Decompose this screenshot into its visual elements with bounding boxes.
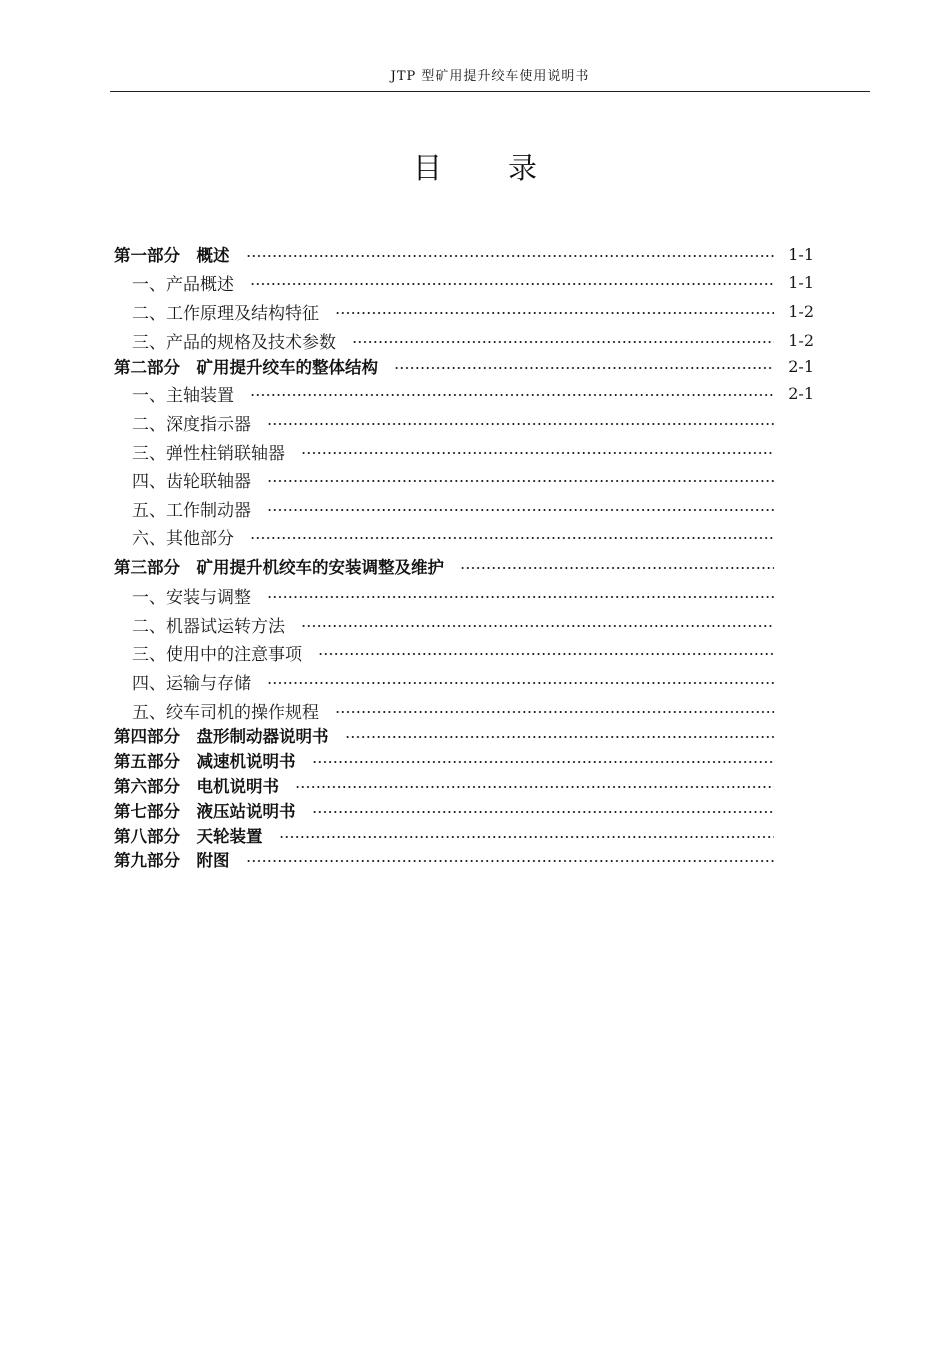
running-header-title: JTP 型矿用提升绞车使用说明书 bbox=[390, 69, 590, 84]
toc-entry-label: 三、产品的规格及技术参数 bbox=[132, 332, 336, 353]
toc-section-entry[interactable] bbox=[114, 611, 814, 637]
dot-leader bbox=[318, 653, 774, 655]
toc-section-entry[interactable] bbox=[114, 327, 814, 353]
dot-leader bbox=[352, 341, 774, 343]
dot-leader bbox=[267, 682, 774, 684]
toc-section-entry[interactable] bbox=[114, 495, 814, 521]
dot-leader bbox=[246, 255, 775, 257]
toc-entry-label: 五、绞车司机的操作规程 bbox=[132, 702, 319, 723]
toc-entry-label: 第四部分 盘形制动器说明书 bbox=[114, 727, 329, 746]
toc-section-entry[interactable] bbox=[114, 409, 814, 435]
dot-leader bbox=[279, 836, 775, 838]
toc-entry-label: 三、使用中的注意事项 bbox=[132, 644, 302, 665]
toc-section-entry[interactable] bbox=[114, 466, 814, 492]
toc-entry-label: 二、深度指示器 bbox=[132, 414, 251, 435]
dot-leader bbox=[267, 480, 774, 482]
toc-entry-label: 第七部分 液压站说明书 bbox=[114, 802, 296, 821]
toc-entry-page: 2-1 bbox=[788, 356, 814, 376]
toc-part-entry[interactable] bbox=[114, 846, 814, 872]
toc-entry-page: 1-2 bbox=[788, 330, 814, 350]
dot-leader bbox=[267, 423, 774, 425]
toc-entry-label: 第一部分 概述 bbox=[114, 246, 230, 265]
toc-entry-page: 1-1 bbox=[788, 272, 814, 292]
toc-entry-label: 六、其他部分 bbox=[132, 528, 234, 549]
toc-entry-label: 第六部分 电机说明书 bbox=[114, 777, 279, 796]
dot-leader bbox=[394, 367, 774, 369]
toc-section-entry[interactable] bbox=[114, 582, 814, 608]
toc-entry-page: 1-2 bbox=[788, 301, 814, 321]
toc-entry-label: 第三部分 矿用提升机绞车的安装调整及维护 bbox=[114, 558, 444, 577]
dot-leader bbox=[335, 711, 774, 713]
toc-title: 目录 bbox=[412, 151, 603, 185]
toc-part-entry[interactable] bbox=[114, 772, 814, 798]
toc-entry-label: 第五部分 减速机说明书 bbox=[114, 752, 296, 771]
toc-part-entry[interactable] bbox=[114, 822, 814, 848]
dot-leader bbox=[250, 283, 774, 285]
dot-leader bbox=[267, 509, 774, 511]
toc-part-entry[interactable] bbox=[114, 797, 814, 823]
toc-section-entry[interactable] bbox=[114, 639, 814, 665]
toc-section-entry[interactable] bbox=[114, 668, 814, 694]
toc-part-entry[interactable] bbox=[114, 241, 814, 267]
dot-leader bbox=[250, 394, 774, 396]
toc-entry-label: 第九部分 附图 bbox=[114, 851, 230, 870]
toc-entry-label: 五、工作制动器 bbox=[132, 500, 251, 521]
toc-part-entry[interactable] bbox=[114, 747, 814, 773]
toc-section-entry[interactable] bbox=[114, 380, 814, 406]
dot-leader bbox=[295, 786, 774, 788]
toc-entry-page: 1-1 bbox=[788, 244, 814, 264]
toc-part-entry[interactable] bbox=[114, 553, 814, 579]
toc-section-entry[interactable] bbox=[114, 697, 814, 723]
dot-leader bbox=[246, 860, 775, 862]
dot-leader bbox=[345, 736, 775, 738]
toc-entry-label: 四、齿轮联轴器 bbox=[132, 471, 251, 492]
toc-section-entry[interactable] bbox=[114, 269, 814, 295]
dot-leader bbox=[301, 452, 774, 454]
dot-leader bbox=[335, 312, 774, 314]
dot-leader bbox=[460, 567, 774, 569]
toc-section-entry[interactable] bbox=[114, 298, 814, 324]
toc-part-entry[interactable] bbox=[114, 353, 814, 379]
dot-leader bbox=[301, 625, 774, 627]
toc-section-entry[interactable] bbox=[114, 523, 814, 549]
toc-entry-label: 一、安装与调整 bbox=[132, 587, 251, 608]
toc-entry-label: 二、工作原理及结构特征 bbox=[132, 303, 319, 324]
toc-entry-label: 三、弹性柱销联轴器 bbox=[132, 443, 285, 464]
toc-entry-label: 第二部分 矿用提升绞车的整体结构 bbox=[114, 358, 378, 377]
toc-entry-page: 2-1 bbox=[788, 383, 814, 403]
toc-entry-label: 第八部分 天轮装置 bbox=[114, 827, 263, 846]
dot-leader bbox=[250, 537, 774, 539]
toc-part-entry[interactable] bbox=[114, 722, 814, 748]
toc-section-entry[interactable] bbox=[114, 438, 814, 464]
toc-entry-label: 一、产品概述 bbox=[132, 274, 234, 295]
toc-entry-label: 一、主轴装置 bbox=[132, 385, 234, 406]
dot-leader bbox=[267, 596, 774, 598]
dot-leader bbox=[312, 761, 775, 763]
toc-entry-label: 二、机器试运转方法 bbox=[132, 616, 285, 637]
toc-entry-label: 四、运输与存储 bbox=[132, 673, 251, 694]
dot-leader bbox=[312, 811, 775, 813]
